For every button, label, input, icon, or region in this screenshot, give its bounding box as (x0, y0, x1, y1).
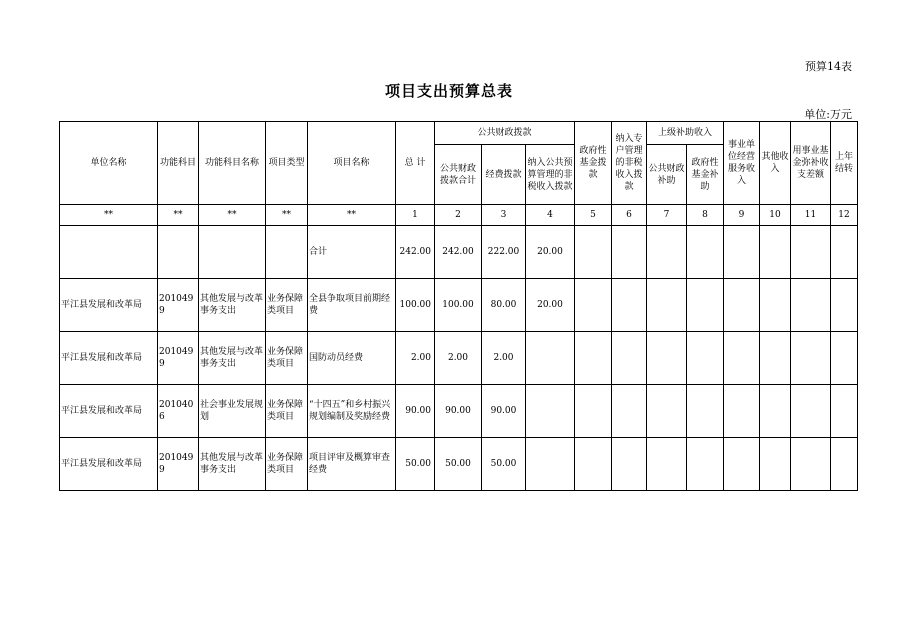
index-cell: 8 (687, 205, 724, 226)
col-func-code: 功能科目 (158, 122, 199, 205)
cell-code: 2010499 (158, 332, 199, 385)
cell-type: 业务保障类项目 (266, 332, 308, 385)
index-cell: 5 (575, 205, 612, 226)
cell-type: 业务保障类项目 (266, 438, 308, 491)
table-row (60, 279, 858, 332)
col-other: 其他收入 (760, 122, 791, 205)
index-cell: ** (199, 205, 266, 226)
index-cell: ** (266, 205, 308, 226)
total-total: 242.00 (396, 226, 435, 279)
cell-total: 50.00 (396, 438, 435, 491)
col-proj-type: 项目类型 (266, 122, 308, 205)
col-business: 事业单位经营服务收入 (724, 122, 760, 205)
table-row (60, 385, 858, 438)
index-cell: 3 (482, 205, 526, 226)
col-proj-name: 项目名称 (308, 122, 396, 205)
table-row (60, 332, 858, 385)
budget-table (59, 121, 858, 491)
table-row (60, 438, 858, 491)
col-public-total: 公共财政拨款合计 (435, 145, 482, 205)
index-cell: 10 (760, 205, 791, 226)
cell-func-name: 其他发展与改革事务支出 (199, 438, 266, 491)
col-func-name: 功能科目名称 (199, 122, 266, 205)
cell-public-total: 90.00 (435, 385, 482, 438)
cell-public-total: 100.00 (435, 279, 482, 332)
cell-name: 项目评审及概算审查经费 (308, 438, 396, 491)
cell-unit: 平江县发展和改革局 (60, 438, 158, 491)
cell-nontax (526, 332, 575, 385)
index-cell: 1 (396, 205, 435, 226)
total-funding: 222.00 (482, 226, 526, 279)
index-cell: ** (308, 205, 396, 226)
cell-func-name: 社会事业发展规划 (199, 385, 266, 438)
cell-nontax: 20.00 (526, 279, 575, 332)
cell-code: 2010499 (158, 438, 199, 491)
index-cell: ** (60, 205, 158, 226)
index-cell: ** (158, 205, 199, 226)
cell-public-total: 2.00 (435, 332, 482, 385)
cell-unit: 平江县发展和改革局 (60, 385, 158, 438)
header-row-1 (60, 122, 858, 145)
table-number: 预算14表 (805, 60, 852, 73)
total-public-total: 242.00 (435, 226, 482, 279)
cell-nontax (526, 438, 575, 491)
index-cell: 12 (831, 205, 858, 226)
cell-name: 国防动员经费 (308, 332, 396, 385)
index-cell: 4 (526, 205, 575, 226)
col-reserve: 用事业基金弥补收支差额 (791, 122, 831, 205)
cell-funding: 50.00 (482, 438, 526, 491)
cell-func-name: 其他发展与改革事务支出 (199, 279, 266, 332)
col-public-group: 公共财政拨款 (435, 122, 575, 145)
col-funding: 经费拨款 (482, 145, 526, 205)
cell-type: 业务保障类项目 (266, 385, 308, 438)
col-upper-group: 上级补助收入 (647, 122, 724, 145)
unit-label: 单位:万元 (804, 108, 852, 121)
cell-code: 2010499 (158, 279, 199, 332)
index-row (60, 205, 858, 226)
cell-type: 业务保障类项目 (266, 279, 308, 332)
page-title: 项目支出预算总表 (384, 82, 513, 100)
col-upper-gov-fund: 政府性基金补助 (687, 145, 724, 205)
cell-unit: 平江县发展和改革局 (60, 332, 158, 385)
col-carryover: 上年结转 (831, 122, 858, 205)
cell-total: 90.00 (396, 385, 435, 438)
cell-name: “十四五”和乡村振兴规划编制及奖励经费 (308, 385, 396, 438)
cell-func-name: 其他发展与改革事务支出 (199, 332, 266, 385)
col-total: 总 计 (396, 122, 435, 205)
cell-unit: 平江县发展和改革局 (60, 279, 158, 332)
cell-public-total: 50.00 (435, 438, 482, 491)
col-unit-name: 单位名称 (60, 122, 158, 205)
col-upper-public: 公共财政补助 (647, 145, 687, 205)
col-nontax: 纳入公共预算管理的非税收入拨款 (526, 145, 575, 205)
index-cell: 7 (647, 205, 687, 226)
index-cell: 2 (435, 205, 482, 226)
total-nontax: 20.00 (526, 226, 575, 279)
index-cell: 11 (791, 205, 831, 226)
total-label: 合计 (308, 226, 396, 279)
cell-name: 全县争取项目前期经费 (308, 279, 396, 332)
col-gov-fund: 政府性基金拨款 (575, 122, 612, 205)
cell-nontax (526, 385, 575, 438)
cell-code: 2010406 (158, 385, 199, 438)
index-cell: 9 (724, 205, 760, 226)
cell-funding: 2.00 (482, 332, 526, 385)
cell-funding: 90.00 (482, 385, 526, 438)
cell-total: 2.00 (396, 332, 435, 385)
cell-total: 100.00 (396, 279, 435, 332)
col-special-nontax: 纳入专户管理的非税收入拨款 (612, 122, 647, 205)
total-row (60, 226, 858, 279)
index-cell: 6 (612, 205, 647, 226)
cell-funding: 80.00 (482, 279, 526, 332)
